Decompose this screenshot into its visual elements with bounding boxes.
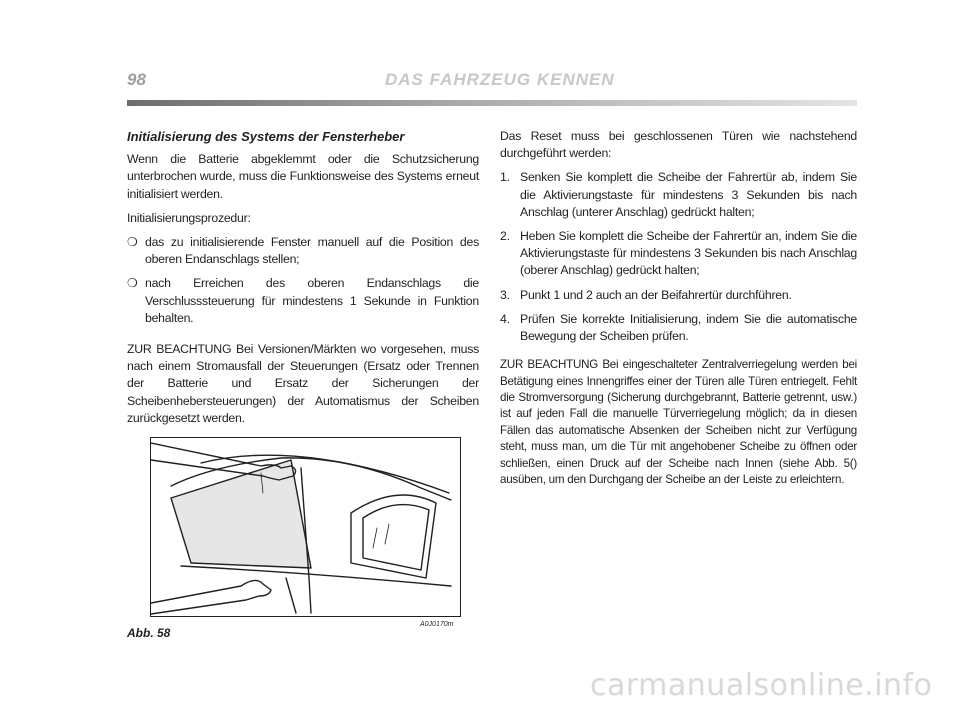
left-column <box>127 128 479 434</box>
intro-paragraph: Wenn die Batterie abgeklemmt oder die Schutzsicherung unterbrochen wurde, muss die Funktionsweise des Systems erneut initialisiert werden. <box>127 152 479 201</box>
list-item <box>127 275 479 327</box>
list-item-text: das zu initialisierende Fenster manuell auf die Position des oberen Endanschlags stellen; <box>145 235 479 267</box>
reset-intro: Das Reset muss bei geschlossenen Türen wie nachstehend durchgeführt werden: <box>500 129 857 161</box>
list-item <box>500 287 857 304</box>
list-item <box>127 234 479 268</box>
list-item-text: nach Erreichen des oberen Endanschlags die Verschlusssteuerung für mindestens 1 Sekunde in Funktion behalten. <box>145 276 479 325</box>
section-title: Initialisierung des Systems der Fensterheber <box>127 129 405 144</box>
step-text: Senken Sie komplett die Scheibe der Fahrertür ab, indem Sie die Aktivierungstaste für mindestens 3 Sekunden bis nach Anschlag (unterer Anschlag) gedrückt halten; <box>520 170 857 219</box>
step-text: Heben Sie komplett die Scheibe der Fahrertür an, indem Sie die Aktivierungstaste für mindestens 3 Sekunden bis nach Anschlag (oberer Anschlag) gedrückt halten; <box>520 229 857 278</box>
note-paragraph: ZUR BEACHTUNG Bei Versionen/Märkten wo vorgesehen, muss nach einem Stromausfall der Steuerungen (Ersatz oder Trennen der Batterie und Ersatz der Sicherungen der Scheibenhebersteuerungen) der Automatismus der Scheiben zurückgesetzt werden. <box>127 342 479 425</box>
list-item <box>500 228 857 280</box>
list-item <box>500 311 857 345</box>
circle-bullet-icon: ❍ <box>127 235 138 250</box>
figure-caption: Abb. 58 <box>127 626 171 640</box>
step-text: Punkt 1 und 2 auch an der Beifahrertür durchführen. <box>520 287 792 302</box>
page-number: 98 <box>127 70 146 89</box>
circle-bullet-icon: ❍ <box>127 276 138 291</box>
header-rule <box>127 100 857 106</box>
note-paragraph: ZUR BEACHTUNG Bei eingeschalteter Zentralverriegelung werden bei Betätigung eines Innengriffes einer der Türen alle Türen entriegelt. Fehlt die Stromversorgung (Sicherung durchgebrannt, Batterie getrennt, usw.) ist auf jeden Fall die manuelle Türverriegelung möglich; da in diesen Fällen das automatische Absenken der Scheiben nicht zur Verfügung steht, muss man, um die Tür mit angehobener Scheibe zu öffnen oder schließen, einen Druck auf der Scheibe nach Innen (siehe Abb. 5() ausüben, um den Durchgang der Scheibe an der Leiste zu erleichtern. <box>500 358 857 487</box>
step-number: 4. <box>500 311 510 326</box>
figure-car-window-illustration <box>150 437 461 617</box>
car-door-window-icon <box>151 438 459 615</box>
running-header-title: DAS FAHRZEUG KENNEN <box>385 70 615 89</box>
list-item <box>500 169 857 221</box>
step-number: 2. <box>500 229 510 244</box>
step-text: Prüfen Sie korrekte Initialisierung, indem Sie die automatische Bewegung der Scheiben prüfen. <box>520 311 857 344</box>
figure-code: A0J0170m <box>420 621 454 628</box>
step-number: 3. <box>500 287 510 302</box>
right-column <box>500 128 857 495</box>
procedure-label: Initialisierungsprozedur: <box>127 210 251 225</box>
watermark: carmanualsonline.info <box>590 668 933 703</box>
step-number: 1. <box>500 170 510 185</box>
